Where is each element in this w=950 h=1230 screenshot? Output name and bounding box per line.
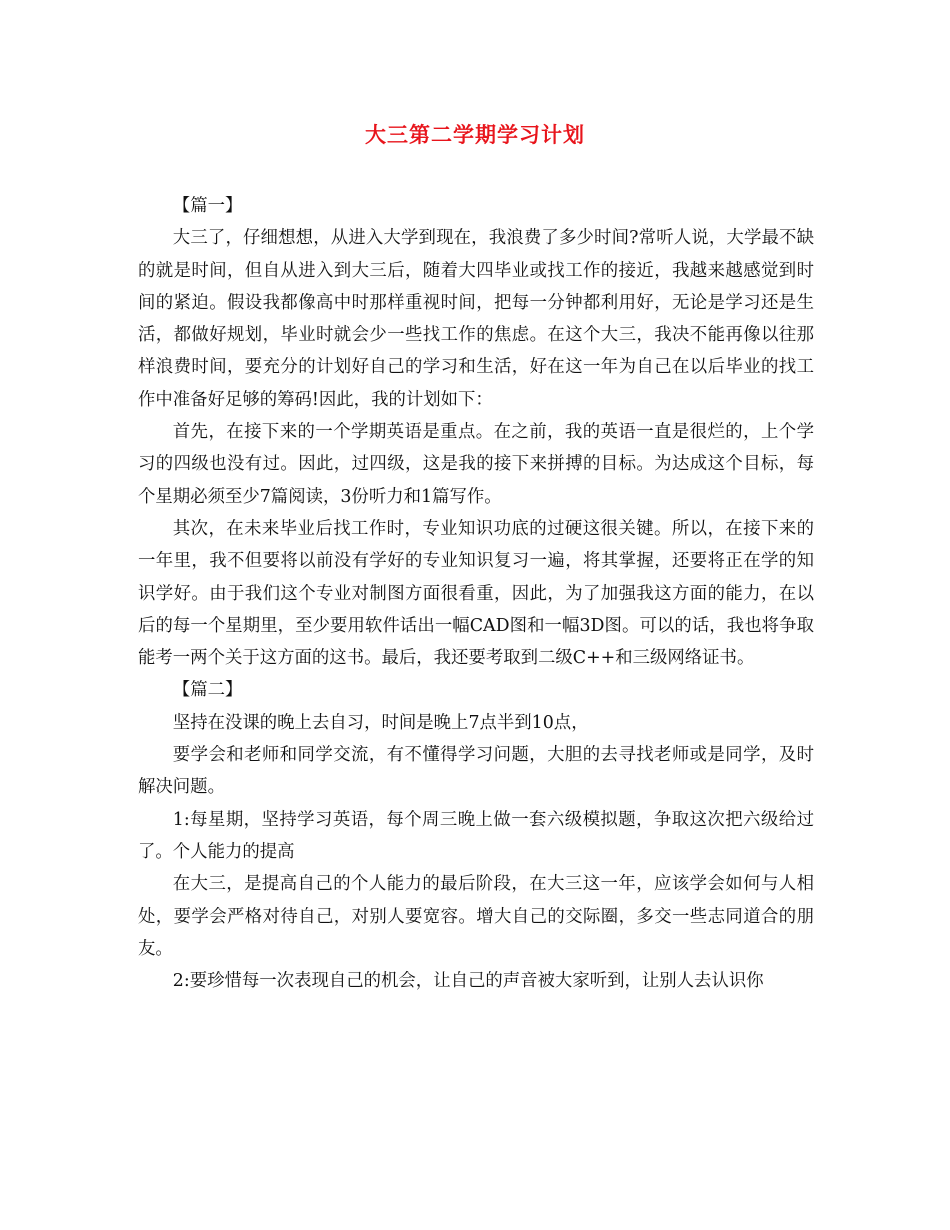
document-body [138,190,814,997]
paragraph: 在大三，是提高自己的个人能力的最后阶段，在大三这一年，应该学会如何与人相处，要学会严格对待自己，对别人要宽容。增大自己的交际圈，多交一些志同道合的朋友。 [138,874,814,959]
document-title: 大三第二学期学习计划 [365,122,585,147]
paragraph: 2:要珍惜每一次表现自己的机会，让自己的声音被大家听到，让别人去认识你 [172,971,764,992]
paragraph: 其次，在未来毕业后找工作时，专业知识功底的过硬这很关键。所以，在接下来的一年里，我不但要将以前没有学好的专业知识复习一遍，将其掌握，还要将正在学的知识学好。由于我们这个专业对制图方面很看重，因此，为了加强我这方面的能力，在以后的每一个星期里，至少要用软件话出一幅CAD图和一幅3D图。可以的话，我也将争取能考一两个关于这方面的这书。最后，我还要考取到二级C++和三级网络证书。 [138,518,814,669]
paragraph: 1:每星期，坚持学习英语，每个周三晚上做一套六级模拟题，争取这次把六级给过了。个人能力的提高 [138,809,814,862]
paragraph: 首先，在接下来的一个学期英语是重点。在之前，我的英语一直是很烂的，上个学习的四级也没有过。因此，过四级，这是我的接下来拼搏的目标。为达成这个目标，每个星期必须至少7篇阅读，3份听力和1篇写作。 [138,422,814,507]
paragraph: 大三了，仔细想想，从进入大学到现在，我浪费了多少时间?常听人说，大学最不缺的就是时间，但自从进入到大三后，随着大四毕业或找工作的接近，我越来越感觉到时间的紧迫。假设我都像高中时那样重视时间，把每一分钟都利用好，无论是学习还是生活，都做好规划，毕业时就会少一些找工作的焦虑。在这个大三，我决不能再像以往那样浪费时间，要充分的计划好自己的学习和生活，好在这一年为自己在以后毕业的找工作中准备好足够的筹码!因此，我的计划如下： [138,228,814,410]
section-heading-part-two: 【篇二】 [172,680,243,701]
paragraph: 坚持在没课的晚上去自习，时间是晚上7点半到10点， [172,712,589,733]
paragraph: 要学会和老师和同学交流，有不懂得学习问题，大胆的去寻找老师或是同学，及时解决问题。 [138,745,814,798]
section-heading-part-one: 【篇一】 [172,196,243,216]
